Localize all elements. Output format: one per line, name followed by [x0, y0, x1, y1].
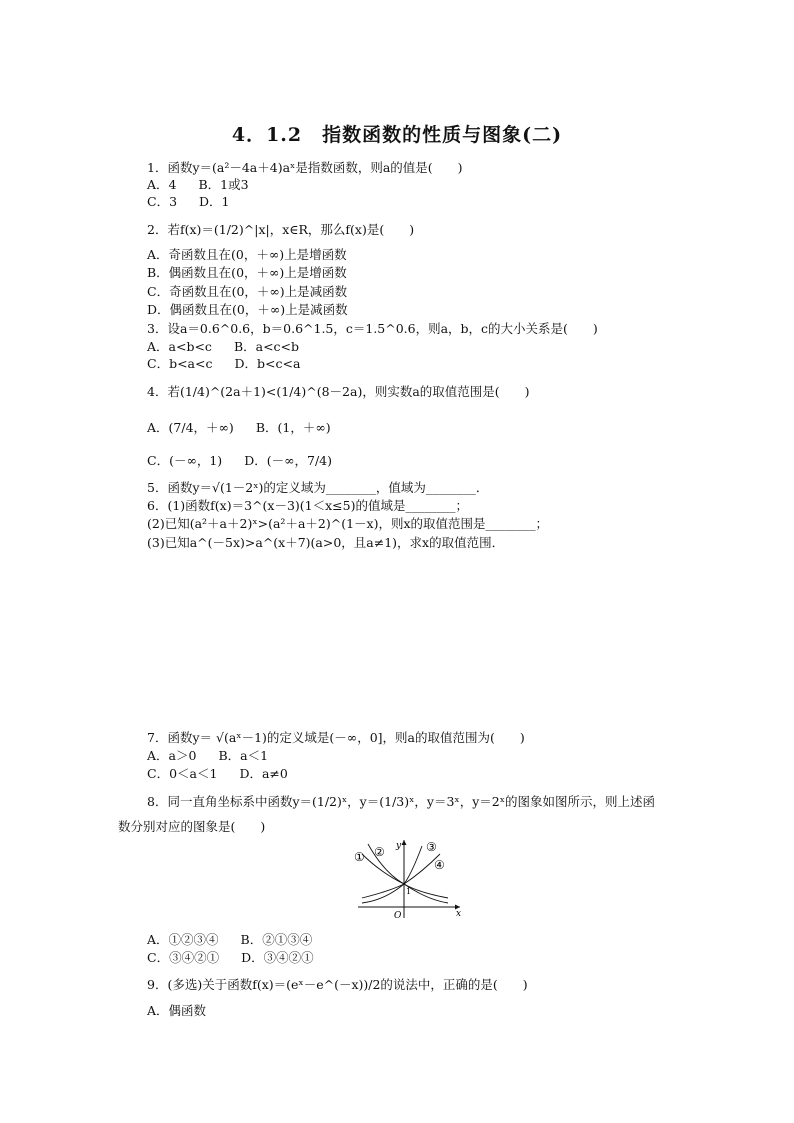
q3-option-d: D．b<c<a: [234, 356, 301, 371]
q7-option-c: C．0＜a＜1: [147, 766, 218, 781]
page-title: 4．1.2 指数函数的性质与图象(二): [231, 124, 563, 146]
q4-option-c: C．(－∞，1): [147, 453, 223, 468]
exponential-graph: [352, 836, 464, 920]
q2-option-b: B．偶函数且在(0，＋∞)上是增函数: [147, 265, 347, 280]
y-axis-arrow: [402, 840, 407, 845]
q2-option-d: D．偶函数且在(0，＋∞)上是减函数: [147, 302, 348, 317]
q3-options-ab: [147, 339, 299, 355]
q2-option-c: C．奇函数且在(0，＋∞)上是减函数: [147, 284, 348, 299]
q8-stem-continued: 数分别对应的图象是( ): [118, 819, 266, 834]
q7-option-b: B．a＜1: [218, 748, 269, 763]
q1-option-b: B．1或3: [198, 177, 249, 192]
q3-option-a: A．a<b<c: [147, 339, 212, 354]
q8-options-cd: [147, 950, 314, 966]
q8-stem: 8．同一直角坐标系中函数y＝(1/2)ˣ，y＝(1/3)ˣ，y＝3ˣ，y＝2ˣ的图象如图所示，则上述函: [147, 794, 656, 809]
q1-option-a: A．4: [147, 177, 177, 192]
curve-3: [362, 846, 422, 903]
q2-stem: 2．若f(x)＝(1/2)^|x|，x∈R，那么f(x)是( ): [147, 222, 415, 237]
q4-option-a: A．(7/4，＋∞): [147, 420, 234, 435]
q3-stem: 3．设a＝0.6^0.6，b＝0.6^1.5，c＝1.5^0.6，则a，b，c的大小关系是( ): [147, 321, 598, 336]
y-axis-label: y: [396, 841, 402, 851]
q8-option-c: C．③④②①: [147, 950, 220, 965]
q8-option-a: A．①②③④: [147, 932, 219, 947]
q1-option-d: D．1: [199, 194, 230, 209]
q8-option-b: B．②①③④: [240, 932, 313, 947]
q3-option-b: B．a<c<b: [233, 339, 300, 354]
q4-options-ab: [147, 420, 331, 436]
q7-options-cd: [147, 766, 288, 782]
q3-options-cd: [147, 356, 300, 372]
q1-option-c: C．3: [147, 194, 178, 209]
q6-part2: (2)已知(a²＋a＋2)ˣ>(a²＋a＋2)^(1－x)，则x的取值范围是________；: [147, 516, 549, 531]
q4-option-d: D．(－∞，7/4): [244, 453, 332, 468]
q4-options-cd: [147, 453, 332, 469]
curve-label-4: ④: [434, 858, 445, 872]
q2-option-a: A．奇函数且在(0，＋∞)上是增函数: [147, 247, 347, 262]
q4-stem: 4．若(1/4)^(2a＋1)<(1/4)^(8－2a)，则实数a的取值范围是( ): [147, 384, 530, 399]
curve-label-1: ①: [354, 850, 365, 864]
q1-options-cd: [147, 194, 230, 210]
q7-option-a: A．a＞0: [147, 748, 197, 763]
curve-label-3: ③: [426, 840, 437, 854]
q4-option-b: B．(1，＋∞): [255, 420, 331, 435]
x-axis-label: x: [456, 909, 462, 919]
curve-4: [362, 854, 440, 898]
q3-option-c: C．b<a<c: [147, 356, 213, 371]
q1-options-ab: [147, 177, 249, 193]
q9-option-a: A．偶函数: [147, 1003, 207, 1018]
q6-part3: (3)已知a^(－5x)>a^(x＋7)(a>0，且a≠1)，求x的取值范围．: [147, 535, 505, 550]
q1-stem: 1．函数y＝(a²－4a＋4)aˣ是指数函数，则a的值是( ): [147, 160, 463, 175]
q8-option-d: D．③④②①: [241, 950, 314, 965]
q5-stem: 5．函数y＝√(1－2ˣ)的定义域为________，值域为________．: [147, 480, 489, 495]
q8-options-ab: [147, 932, 312, 948]
q6-part1: 6．(1)函数f(x)＝3^(x－3)(1＜x≤5)的值域是________；: [147, 498, 468, 513]
q7-option-d: D．a≠0: [239, 766, 288, 781]
y-intercept-label: 1: [406, 887, 412, 896]
curve-label-2: ②: [374, 845, 385, 859]
q7-stem: 7．函数y＝ √(aˣ－1)的定义域是(－∞，0]，则a的取值范围为( ): [147, 730, 525, 745]
origin-label: O: [394, 911, 402, 920]
q7-options-ab: [147, 748, 268, 764]
q9-stem: 9．(多选)关于函数f(x)＝(eˣ－e^(－x))/2的说法中，正确的是( ): [147, 977, 528, 992]
